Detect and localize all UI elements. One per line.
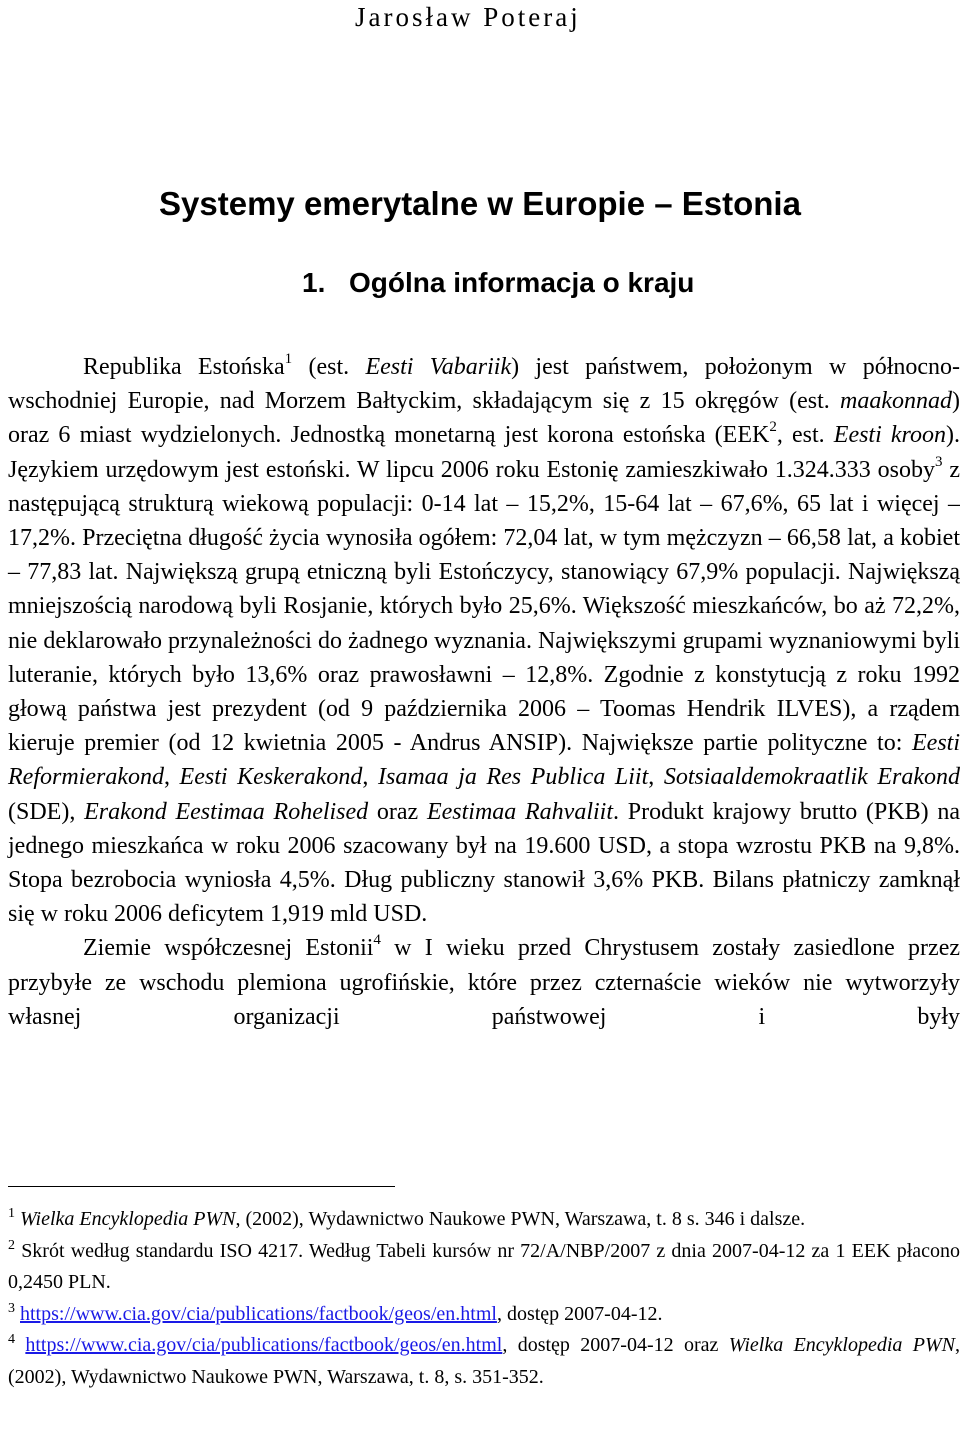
footnote-ref-3[interactable]: 3 [935, 453, 943, 470]
footnote-ref-1[interactable]: 1 [284, 351, 293, 367]
party-name: Isamaa ja Res Publica Liit [377, 764, 649, 791]
text-run: oraz [368, 798, 427, 825]
footnote-text: Skrót według standardu ISO 4217. Według Tabeli kursów nr 72/A/NBP/2007 z dnia 2007-04-12 za 1 EEK płacono 0,2450 PLN. [8, 1239, 960, 1293]
text-run: , [648, 764, 664, 791]
body-text [8, 350, 960, 1034]
footnotes [8, 1204, 960, 1393]
document-title: Systemy emerytalne w Europie – Estonia [159, 185, 801, 222]
footnote-italic: Wielka Encyklopedia PWN [20, 1208, 236, 1230]
footnote-3 [8, 1299, 960, 1331]
text-run: , est. [776, 422, 834, 449]
footnote-number: 4 [8, 1332, 15, 1348]
footnote-text: , (2002), Wydawnictwo Naukowe PWN, Warszawa, t. 8, s. 351-352. [8, 1334, 960, 1388]
footnote-separator [8, 1186, 395, 1187]
text-run: ) jest państwem, położonym w północno-wschodniej Europie, nad Morzem Bałtyckim, składającym się z 15 okręgów (est. [8, 354, 960, 415]
text-run: Republika Estońska [83, 354, 285, 380]
footnote-link[interactable]: https://www.cia.gov/cia/publications/factbook/geos/en.html [25, 1334, 503, 1356]
running-header-author: Jarosław Poteraj [355, 2, 581, 32]
paragraph-country-info [8, 350, 960, 931]
footnote-italic: Wielka Encyklopedia PWN [728, 1334, 956, 1356]
text-run: ). Językiem urzędowym jest estoński. W lipcu 2006 roku Estonię zamieszkiwało 1.324.333 osoby [8, 422, 960, 483]
footnote-number: 2 [8, 1237, 15, 1253]
section-title: Ogólna informacja o kraju [349, 267, 695, 298]
text-run: , [362, 764, 378, 791]
text-run: w I wieku przed Chrystusem zostały zasiedlone przez przybyłe ze wschodu plemiona ugrofińskie, które przez czternaście wieków nie wytworzyły własnej organizacji państwowej i były [8, 935, 960, 1030]
paragraph-history [8, 931, 960, 1034]
text-run: (SDE), [8, 798, 85, 825]
footnote-text: , dostęp 2007-04-12. [496, 1302, 663, 1325]
footnote-ref-4[interactable]: 4 [373, 932, 381, 949]
footnote-number: 3 [8, 1300, 15, 1316]
footnote-2 [8, 1236, 960, 1299]
footnote-link[interactable]: https://www.cia.gov/cia/publications/factbook/geos/en.html [20, 1302, 497, 1325]
party-name: Eestimaa Rahvaliit [426, 798, 613, 825]
section-heading [302, 267, 694, 299]
italic-term: Eesti Vabariik [365, 354, 512, 380]
text-run: (est. [292, 354, 366, 380]
section-number: 1. [302, 267, 326, 298]
text-run: ) oraz 6 miast wydzielonych. Jednostką monetarną jest korona estońska (EEK [8, 388, 960, 449]
party-name: Sotsiaaldemokraatlik Erakond [663, 764, 960, 791]
text-run: z następującą strukturą wiekową populacji: 0-14 lat – 15,2%, 15-64 lat – 67,6%, 65 lat i więcej – 17,2%. Przeciętna długość życia wynosiła ogółem: 72,04 lat, w tym mężczyzn – 66,58 lat, a kobiet – 77,83 lat. Największą grupą etniczną byli Estończycy, stanowiący 67,9% populacji. Największą mniejszością narodową byli Rosjanie, których było 25,6%. Większość mieszkańców, bo aż 72,2%, nie deklarowało przynależności do żadnego wyznania. Największymi grupami wyznaniowymi byli luteranie, których było 13,6% oraz prawosławni – 12,8%. Zgodnie z konstytucją z roku 1992 głową państwa jest prezydent (od 9 października 2006 – Toomas Hendrik ILVES), a rządem kieruje premier (od 12 kwietnia 2005 - Andrus ANSIP). Największe partie polityczne to: [8, 456, 960, 757]
footnote-text: , (2002), Wydawnictwo Naukowe PWN, Warszawa, t. 8 s. 346 i dalsze. [235, 1208, 806, 1230]
text-run: , [163, 764, 180, 791]
italic-term: maakonnad [840, 388, 952, 415]
text-run: Ziemie współczesnej Estonii [83, 935, 374, 962]
party-name: Eesti Keskerakond [179, 764, 363, 791]
footnote-4 [8, 1330, 960, 1393]
text-run: . Produkt krajowy brutto (PKB) na jednego mieszkańca w roku 2006 szacowany był na 19.600 USD, a stopa wzrostu PKB na 9,8%. Stopa bezrobocia wyniosła 4,5%. Dług publiczny stanowił 3,6% PKB. Bilans płatniczy zamknął się w roku 2006 deficytem 1,919 mld USD. [8, 798, 960, 928]
footnote-1 [8, 1204, 960, 1236]
footnote-ref-2[interactable]: 2 [769, 419, 777, 436]
party-name: Erakond Eestimaa Rohelised [84, 798, 369, 825]
footnote-text: , dostęp 2007-04-12 oraz [502, 1334, 729, 1356]
party-name: Eesti Reformierakond [8, 730, 960, 791]
italic-term: Eesti kroon [833, 422, 947, 449]
footnote-number: 1 [8, 1206, 15, 1222]
